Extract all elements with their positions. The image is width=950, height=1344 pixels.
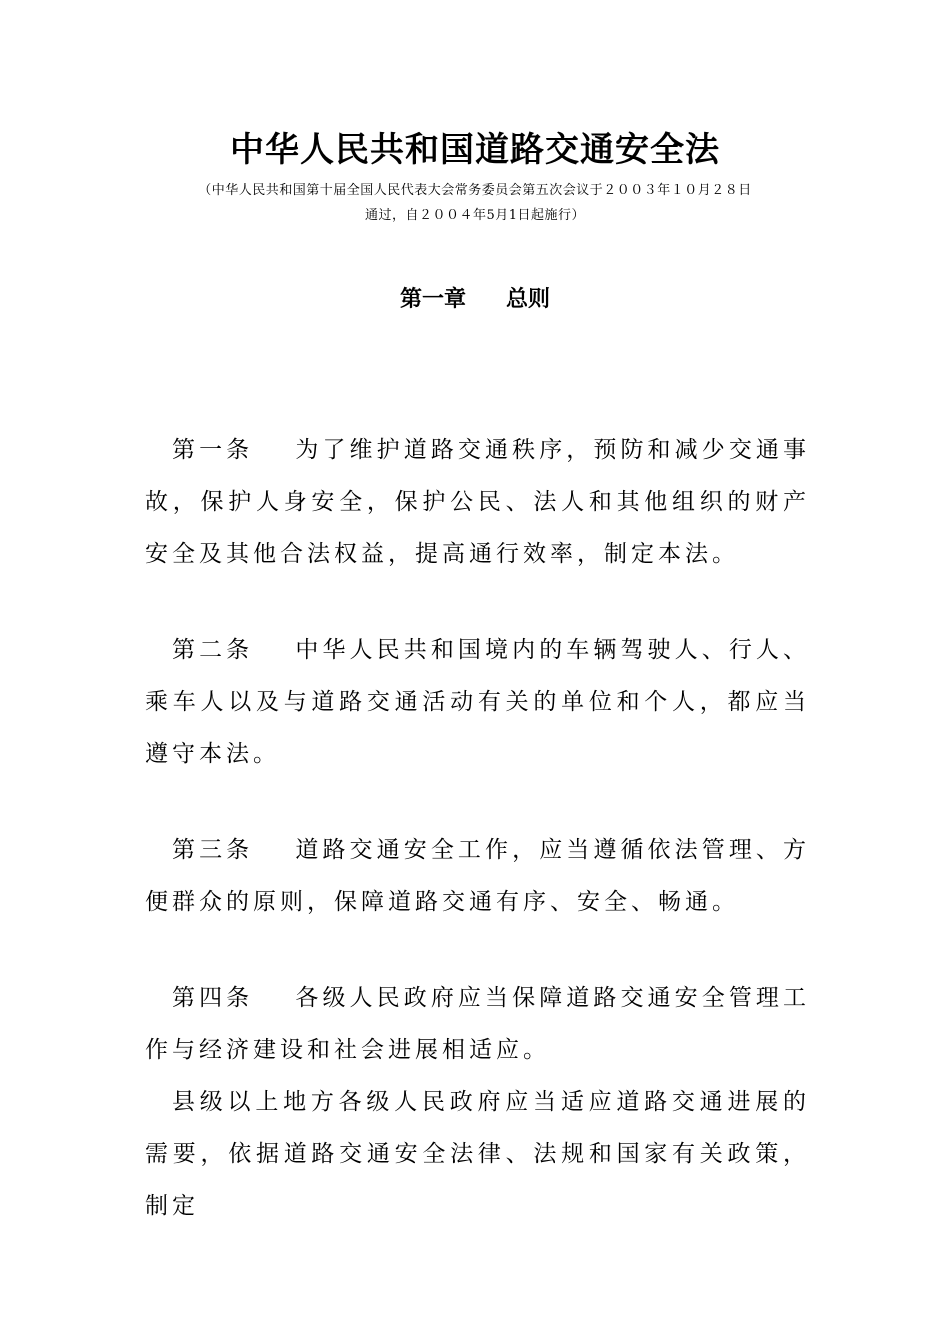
article-text: 中华人民共和国境内的车辆驾驶人、行人、乘车人以及与道路交通活动有关的单位和个人，都应当遵守本法。	[145, 637, 811, 767]
article-text: 各级人民政府应当保障道路交通安全管理工作与经济建设和社会进展相适应。	[145, 985, 811, 1063]
article-label: 第二条	[172, 637, 254, 663]
document-subtitle	[150, 178, 800, 228]
article-2	[145, 624, 810, 780]
article-text: 道路交通安全工作，应当遵循依法管理、方便群众的原则，保障道路交通有序、安全、畅通。	[145, 837, 811, 915]
document-title: 中华人民共和国道路交通安全法	[230, 130, 720, 170]
chapter-name: 总则	[506, 287, 551, 312]
article-label: 第三条	[172, 837, 254, 863]
article-label: 第一条	[172, 437, 254, 463]
article-4	[145, 972, 810, 1076]
chapter-heading	[0, 283, 950, 317]
article-label: 第四条	[172, 985, 254, 1011]
chapter-number: 第一章	[399, 287, 466, 312]
article-1	[145, 424, 810, 580]
article-3	[145, 824, 810, 928]
article-4-paragraph-2: 县级以上地方各级人民政府应当适应道路交通进展的需要，依据道路交通安全法律、法规和国家有关政策，制定	[145, 1089, 810, 1219]
subtitle-line-1: （中华人民共和国第十届全国人民代表大会常务委员会第五次会议于２００３年１０月２８日	[198, 183, 752, 198]
article-text: 为了维护道路交通秩序，预防和减少交通事故，保护人身安全，保护公民、法人和其他组织的财产安全及其他合法权益，提高通行效率，制定本法。	[145, 437, 811, 567]
subtitle-line-2: 通过，自２００４年5月1日起施行）	[364, 208, 586, 223]
